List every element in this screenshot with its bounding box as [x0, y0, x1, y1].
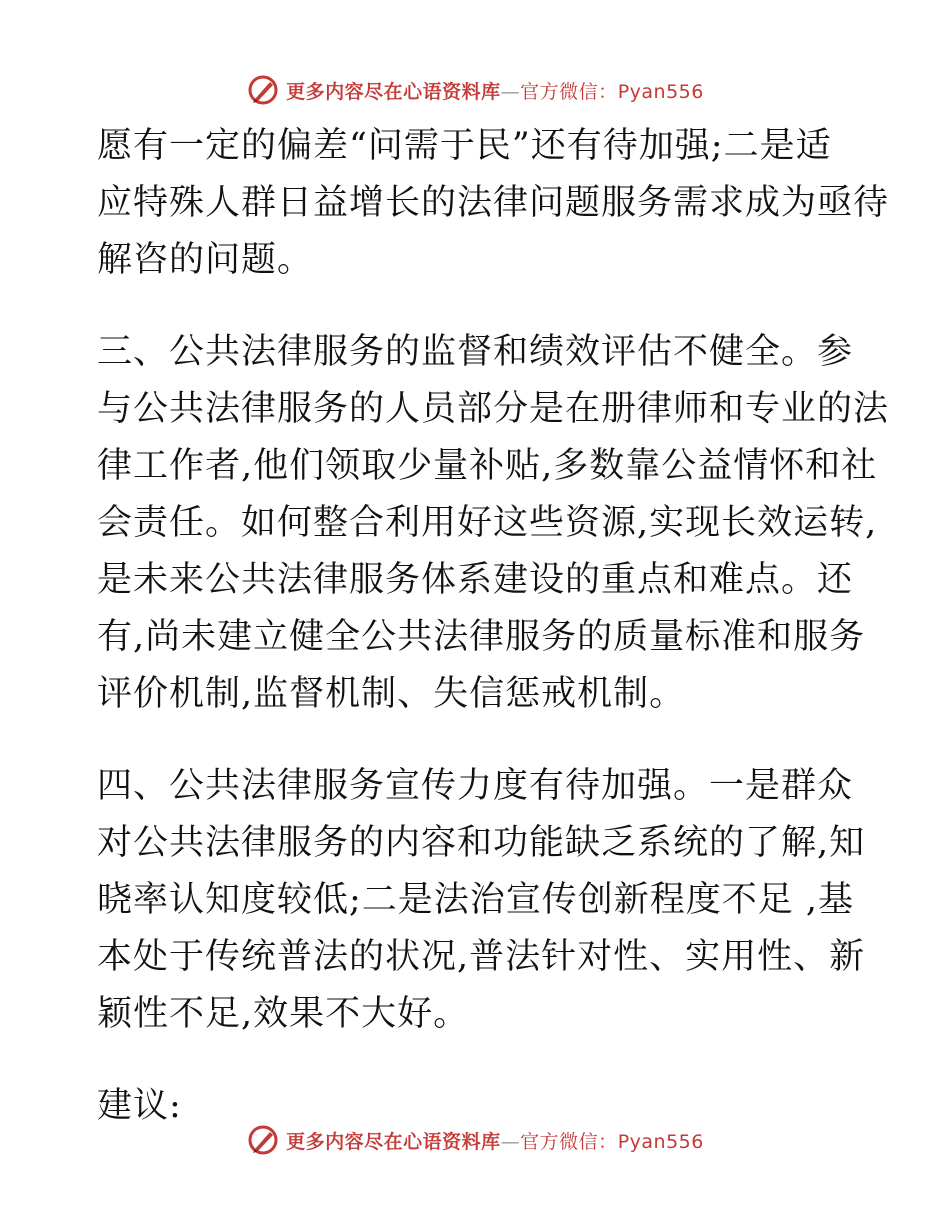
paragraph-3	[97, 758, 867, 1043]
footer-wechat-id: Pyan556	[617, 1130, 704, 1153]
text-line: 建议:	[97, 1086, 182, 1126]
footer-wechat-label: 官方微信：	[520, 1130, 618, 1153]
text-line: 是未来公共法律服务体系建设的重点和难点。还	[97, 560, 854, 600]
quill-pen-icon	[246, 1123, 280, 1157]
footer-text	[286, 1127, 704, 1154]
text-line: 颖性不足,效果不大好。	[97, 994, 470, 1034]
text-line: 对公共法律服务的内容和功能缺乏系统的了解,知	[97, 823, 866, 863]
header-brand-text: 更多内容尽在心语资料库	[286, 80, 501, 103]
text-line: 愿有一定的偏差“问需于民”还有待加强;二是适	[97, 126, 832, 166]
text-line: 律工作者,他们领取少量补贴,多数靠公益情怀和社	[97, 446, 878, 486]
footer-brand-text: 更多内容尽在心语资料库	[286, 1130, 501, 1153]
document-body	[97, 118, 890, 1135]
text-line: 本处于传统普法的状况,普法针对性、实用性、新	[97, 937, 866, 977]
header-dash: —	[500, 80, 521, 103]
text-line: 晓率认知度较低;二是法治宣传创新程度不足 ,基	[97, 880, 855, 920]
text-line: 四、公共法律服务宣传力度有待加强。一是群众	[97, 766, 854, 806]
footer-dash: —	[500, 1130, 521, 1153]
text-line: 会责任。如何整合利用好这些资源,实现长效运转,	[97, 503, 878, 543]
text-line: 评价机制,监督机制、失信惩戒机制。	[97, 674, 686, 714]
header-text	[286, 77, 704, 104]
text-line: 解咨的问题。	[97, 240, 314, 280]
header-wechat-id: Pyan556	[617, 80, 704, 103]
text-line: 与公共法律服务的人员部分是在册律师和专业的法	[97, 389, 890, 429]
paragraph-1	[97, 118, 890, 289]
header-wechat-label: 官方微信：	[520, 80, 618, 103]
paragraph-2	[97, 324, 890, 723]
footer-banner	[0, 1120, 950, 1160]
header-banner	[0, 70, 950, 110]
quill-pen-icon	[246, 73, 280, 107]
text-line: 应特殊人群日益增长的法律问题服务需求成为亟待	[97, 183, 890, 223]
text-line: 三、公共法律服务的监督和绩效评估不健全。参	[97, 332, 854, 372]
text-line: 有,尚未建立健全公共法律服务的质量标准和服务	[97, 617, 866, 657]
